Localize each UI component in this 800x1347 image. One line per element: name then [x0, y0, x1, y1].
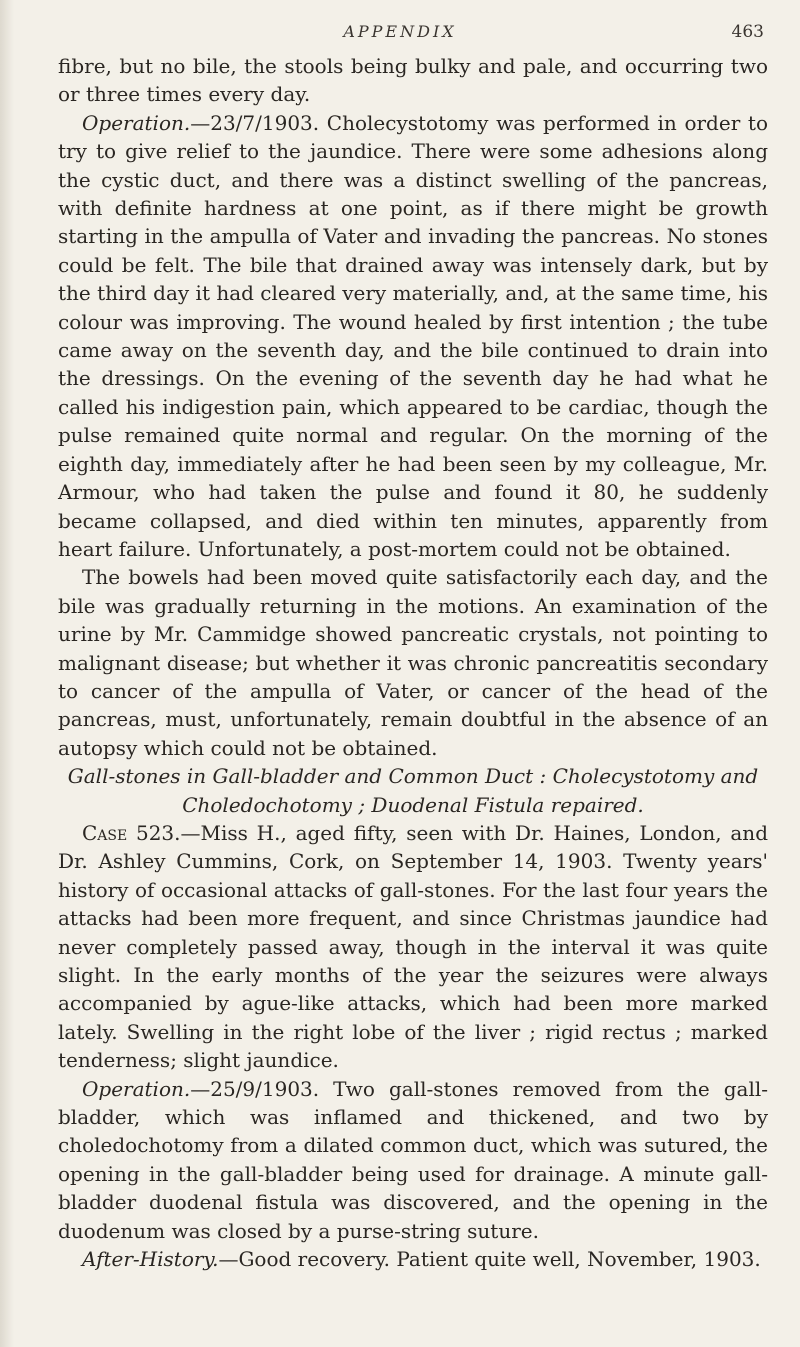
- paragraph-operation: [58, 109, 768, 564]
- page-header: [0, 20, 800, 50]
- case-label: Case 523.: [82, 820, 181, 845]
- paragraph-text: —25/9/1903. Two gall-stones removed from the gall-bladder, which was inflamed and thickened, and two by choledochotomy from a dilated common duct, which was sutured, the opening in the gall-bladder being used for drainage. A minute gall-bladder duodenal fistula was discovered, and the opening in the duodenum was closed by a purse-string suture.: [58, 1076, 768, 1243]
- running-head: APPENDIX: [343, 22, 457, 41]
- paragraph-text: —Good recovery. Patient quite well, November, 1903.: [218, 1247, 761, 1272]
- paragraph-case: [58, 819, 768, 1075]
- paragraph-text: —23/7/1903. Cholecystotomy was performed in order to try to give relief to the jaundice. There were some adhesions along the cystic duct, and there was a distinct swelling of the pancreas, with definite hardness at one point, as if there might be growth starting in the ampulla of Vater and invading the pancreas. No stones could be felt. The bile that drained away was intensely dark, but by the third day it had cleared very materially, and, at the same time, his colour was improving. The wound healed by first intention ; the tube came away on the seventh day, and the bile continued to drain into the dressings. On the evening of the seventh day he had what he called his indigestion pain, which appeared to be cardiac, though the pulse remained quite normal and regular. On the morning of the eighth day, immediately after he had been seen by my colleague, Mr. Armour, who had taken the pulse and found it 80, he suddenly became collapsed, and died within ten minutes, apparently from heart failure. Unfortunately, a post-mortem could not be obtained.: [58, 110, 768, 561]
- page-number: 463: [731, 22, 764, 42]
- page-edge-shadow: [0, 0, 14, 1347]
- subheading-label: Operation.: [82, 110, 191, 135]
- paragraph-after-history: [58, 1245, 768, 1273]
- section-heading: Gall-stones in Gall-bladder and Common Duct : Cholecystotomy and Choledochotomy ; Duodenal Fistula repaired.: [67, 764, 759, 817]
- paragraph: fibre, but no bile, the stools being bulky and pale, and occurring two or three times every day.: [58, 54, 768, 107]
- subheading-label: Operation.: [82, 1076, 191, 1101]
- page-body: [58, 52, 768, 1273]
- paragraph-operation: [58, 1075, 768, 1245]
- paragraph: The bowels had been moved quite satisfactorily each day, and the bile was gradually returning in the motions. An examination of the urine by Mr. Cammidge showed pancreatic crystals, not pointing to malignant disease; but whether it was chronic pancreatitis secondary to cancer of the ampulla of Vater, or cancer of the head of the pancreas, must, unfortunately, remain doubtful in the absence of an autopsy which could not be obtained.: [58, 565, 768, 760]
- paragraph-text: —Miss H., aged fifty, seen with Dr. Haines, London, and Dr. Ashley Cummins, Cork, on September 14, 1903. Twenty years' history of occasional attacks of gall-stones. For the last four years the attacks had been more frequent, and since Christmas jaundice had never completely passed away, though in the interval it was quite slight. In the early months of the year the seizures were always accompanied by ague-like attacks, which had been more marked lately. Swelling in the right lobe of the liver ; rigid rectus ; marked tenderness; slight jaundice.: [58, 820, 768, 1073]
- subheading-label: After-History.: [82, 1247, 219, 1272]
